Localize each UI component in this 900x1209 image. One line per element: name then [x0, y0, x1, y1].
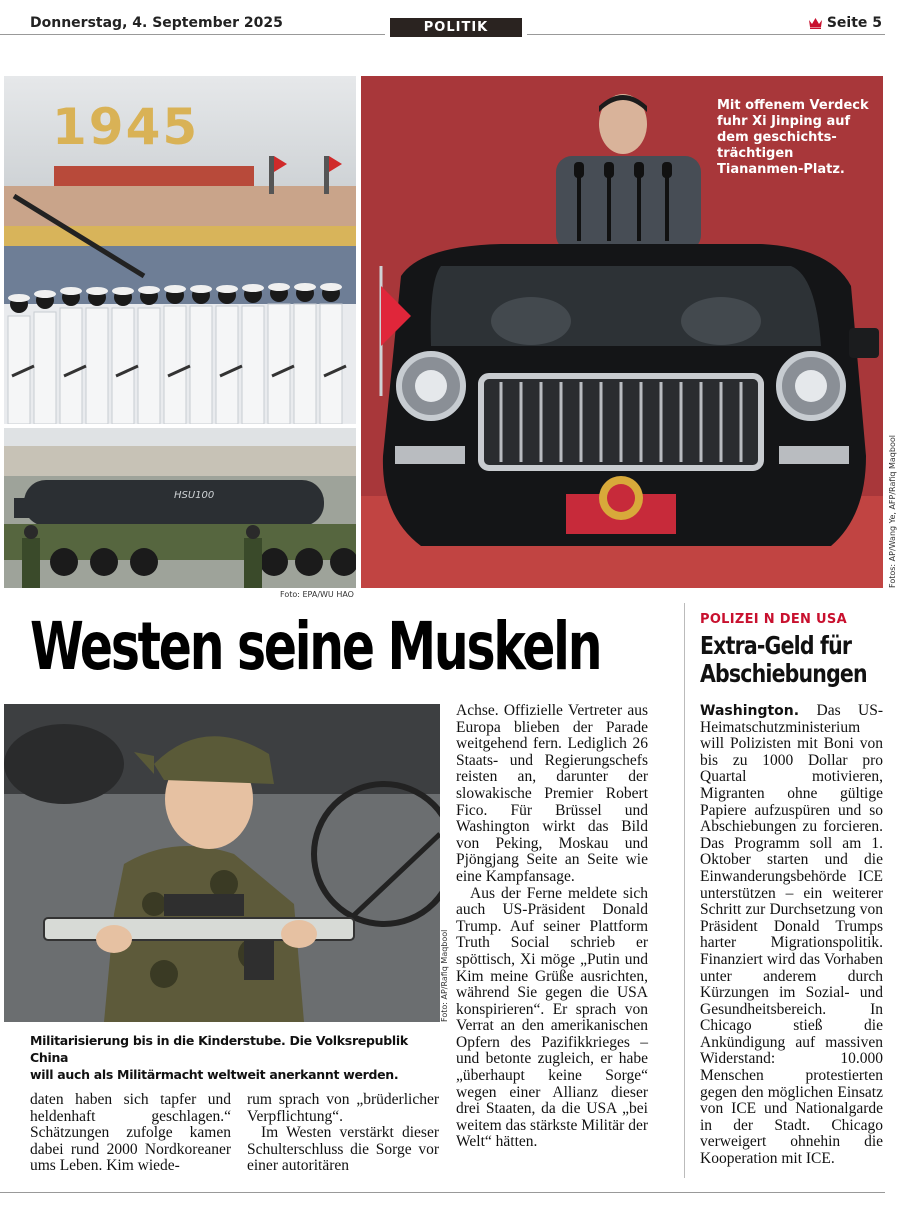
side-article: [700, 703, 883, 1168]
page-number: [808, 15, 882, 31]
xi-photo-caption: [717, 98, 877, 178]
xi-caption-line: Mit offenem Verdeck: [717, 98, 869, 113]
header-date: Donnerstag, 4. September 2025: [30, 15, 283, 31]
article-paragraph: daten haben sich tapfer und heldenhaft geschlagen.“ Schätzungen zufolge kamen dabei rund 2000 Nordkoreaner ums Leben. Kim wiede-: [30, 1091, 231, 1175]
side-headline-line: Extra-Geld für: [700, 631, 852, 660]
parade-photo: [4, 76, 356, 424]
kid-photo-credit: Foto: AP/Rafiq Maqbool: [440, 929, 449, 1022]
xi-photo-credit: Fotos: AP/Wang Ye, AFP/Rafiq Maqbool: [888, 435, 897, 588]
crown-icon: [808, 17, 823, 29]
kid-photo-caption: [30, 1032, 440, 1083]
article-column-1: [30, 1092, 231, 1175]
side-headline: [700, 632, 889, 688]
article-column-2: [247, 1092, 439, 1175]
xi-caption-line: Tiananmen-Platz.: [717, 162, 845, 177]
side-article-paragraph: [700, 703, 883, 1168]
article-paragraph: Im Westen verstärkt dieser Schulterschluss die Sorge vor einer autoritären: [247, 1124, 439, 1175]
side-dateline: Washington.: [700, 703, 800, 719]
side-body: Das US-Heimatschutzministerium will Polizisten mit Boni von bis zu 1000 Dollar pro Quartal motivieren, Migranten ohne gültige Papiere aufzuspüren und so Abschiebungen zu forcieren. Das Programm soll am 1. Oktober starten und die Einwanderungsbehörde ICE unterstützen – ein weiterer Schritt zur Durchsetzung von Präsident Donald Trumps harter Migrationspolitik. Finanziert wird das Vorhaben unter anderem durch Kürzungen im Sozial- und Gesundheitsbereich. In Chicago stieß die Ankündigung auf massiven Widerstand: 10.000 Menschen protestierten gegen den möglichen Einsatz von ICE und Nationalgarde in der Stadt. Chicago verweigert ohnehin die Kooperation mit ICE.: [700, 702, 883, 1168]
article-paragraph: Aus der Ferne meldete sich auch US-Präsident Donald Trump. Auf seiner Plattform Truth Social schrieb er spöttisch, Xi möge „Putin und Kim meine Grüße ausrichten, während Sie gegen die USA konspirieren“. Er sprach von Verrat an den amerikanischen Opfern des Pazifikkrieges – und betonte zugleich, er habe „überhaupt keine Sorge“ wegen einer Allianz dieser drei Staaten, da die USA „bei weitem das stärkste Militär der Welt“ hätten.: [456, 884, 648, 1151]
parade-photo-credit: Foto: EPA/WU HAO: [280, 590, 354, 599]
banner-year: 1945: [52, 98, 200, 156]
xi-caption-line: fuhr Xi Jinping auf: [717, 114, 851, 129]
headline: Westen seine Muskeln: [30, 608, 601, 685]
footer-rule: [0, 1192, 885, 1193]
article-paragraph: rum sprach von „brüderlicher Verpflichtung“.: [247, 1091, 439, 1125]
missile-label: HSU100: [174, 490, 215, 501]
article-paragraph: Achse. Offizielle Vertreter aus Europa blieben der Parade weitgehend fern. Lediglich 26 Staats- und Regierungschefs reisten an, darunter der slowakische Premier Robert Fico. Für Brüssel und Washington wirkt das Bild von Peking, Moskau und Pjöngjang Seite an Seite wie eine Kampfansage.: [456, 702, 648, 885]
section-label: POLITIK: [390, 18, 522, 37]
side-kicker: POLIZEI N DEN USA: [700, 612, 847, 627]
side-headline-line: Abschiebungen: [700, 659, 867, 688]
xi-caption-line: dem geschichts-: [717, 130, 837, 145]
kid-photo: [4, 704, 440, 1022]
header-rule-left: [0, 34, 385, 35]
header-rule-right: [527, 34, 885, 35]
caption-line: will auch als Militärmacht weltweit anerkannt werden.: [30, 1067, 399, 1082]
side-column-rule: [684, 603, 685, 1178]
missile-photo: [4, 428, 356, 588]
xi-car-photo: [361, 76, 883, 588]
article-column-3: [456, 703, 648, 1151]
page-number-label: Seite 5: [826, 15, 882, 31]
caption-line: Militarisierung bis in die Kinderstube. Die Volksrepublik China: [30, 1033, 408, 1065]
xi-caption-line: trächtigen: [717, 146, 794, 161]
